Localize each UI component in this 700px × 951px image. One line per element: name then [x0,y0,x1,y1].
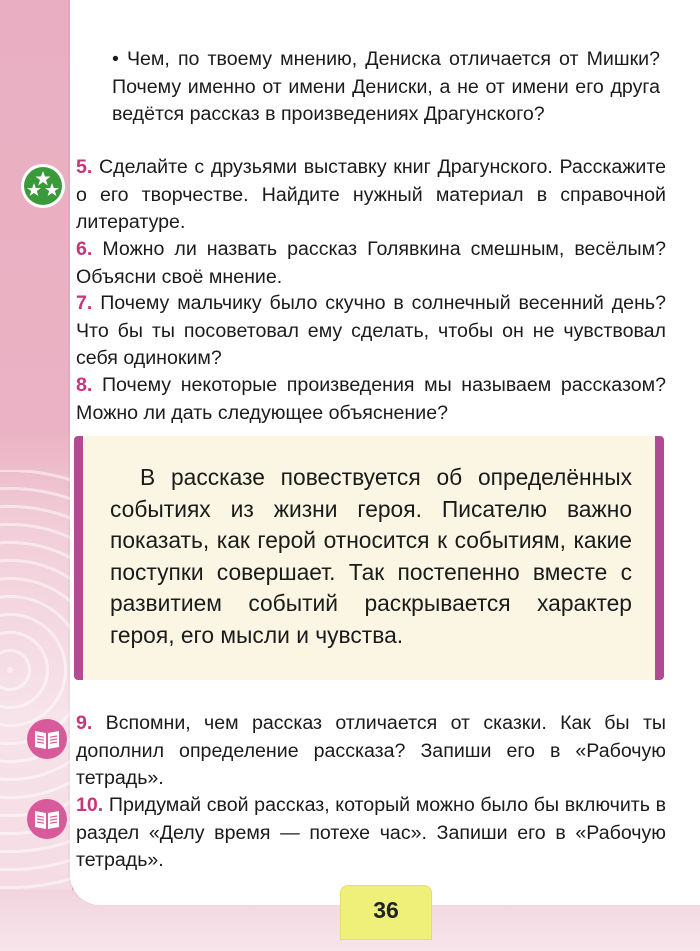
definition-text: В рассказе повествуется об определённых событиях из жизни героя. Писателю важно показать, как герой относится к событиям, какие поступки совершает. Так постепенно вместе с развитием событий раскрывается характер героя, его мысли и чувства. [110,464,632,648]
question-9 [76,710,666,793]
question-number: 9. [76,712,93,734]
open-book-icon [26,718,68,760]
question-text: Почему некоторые произведения мы называем рассказом? Можно ли дать следующее объяснение? [76,374,666,424]
question-number: 5. [76,156,93,178]
three-stars-icon [20,163,66,209]
question-text: Сделайте с друзьями выставку книг Драгунского. Расскажите о его творчестве. Найдите нужный материал в справочной литературе. [76,156,666,234]
question-number: 10. [76,794,104,816]
question-5 [76,154,666,237]
question-6 [76,236,666,291]
question-number: 8. [76,374,93,396]
question-8 [76,372,666,427]
question-text: Вспомни, чем рассказ отличается от сказки. Как бы ты дополнил определение рассказа? Запиши его в «Рабочую тетрадь». [76,712,666,790]
question-7 [76,290,666,373]
question-10 [76,792,666,875]
question-number: 6. [76,238,93,260]
page-number: 36 [373,897,399,923]
question-text: Почему мальчику было скучно в солнечный весенний день? Что бы ты посоветовал ему сделать, чтобы он не чувствовал себя одиноким? [76,292,666,370]
question-text: Можно ли назвать рассказ Голявкина смешным, весёлым? Объясни своё мнение. [76,238,666,288]
question-number: 7. [76,292,93,314]
bullet-question: • Чем, по твоему мнению, Дениска отличается от Мишки? Почему именно от имени Дениски, а не от имени его друга ведётся рассказ в произведениях Драгунского? [112,48,660,126]
question-text: Придумай свой рассказ, который можно было бы включить в раздел «Делу время — потехе час». Запиши его в «Рабочую тетрадь». [76,794,666,872]
open-book-icon [26,798,68,840]
